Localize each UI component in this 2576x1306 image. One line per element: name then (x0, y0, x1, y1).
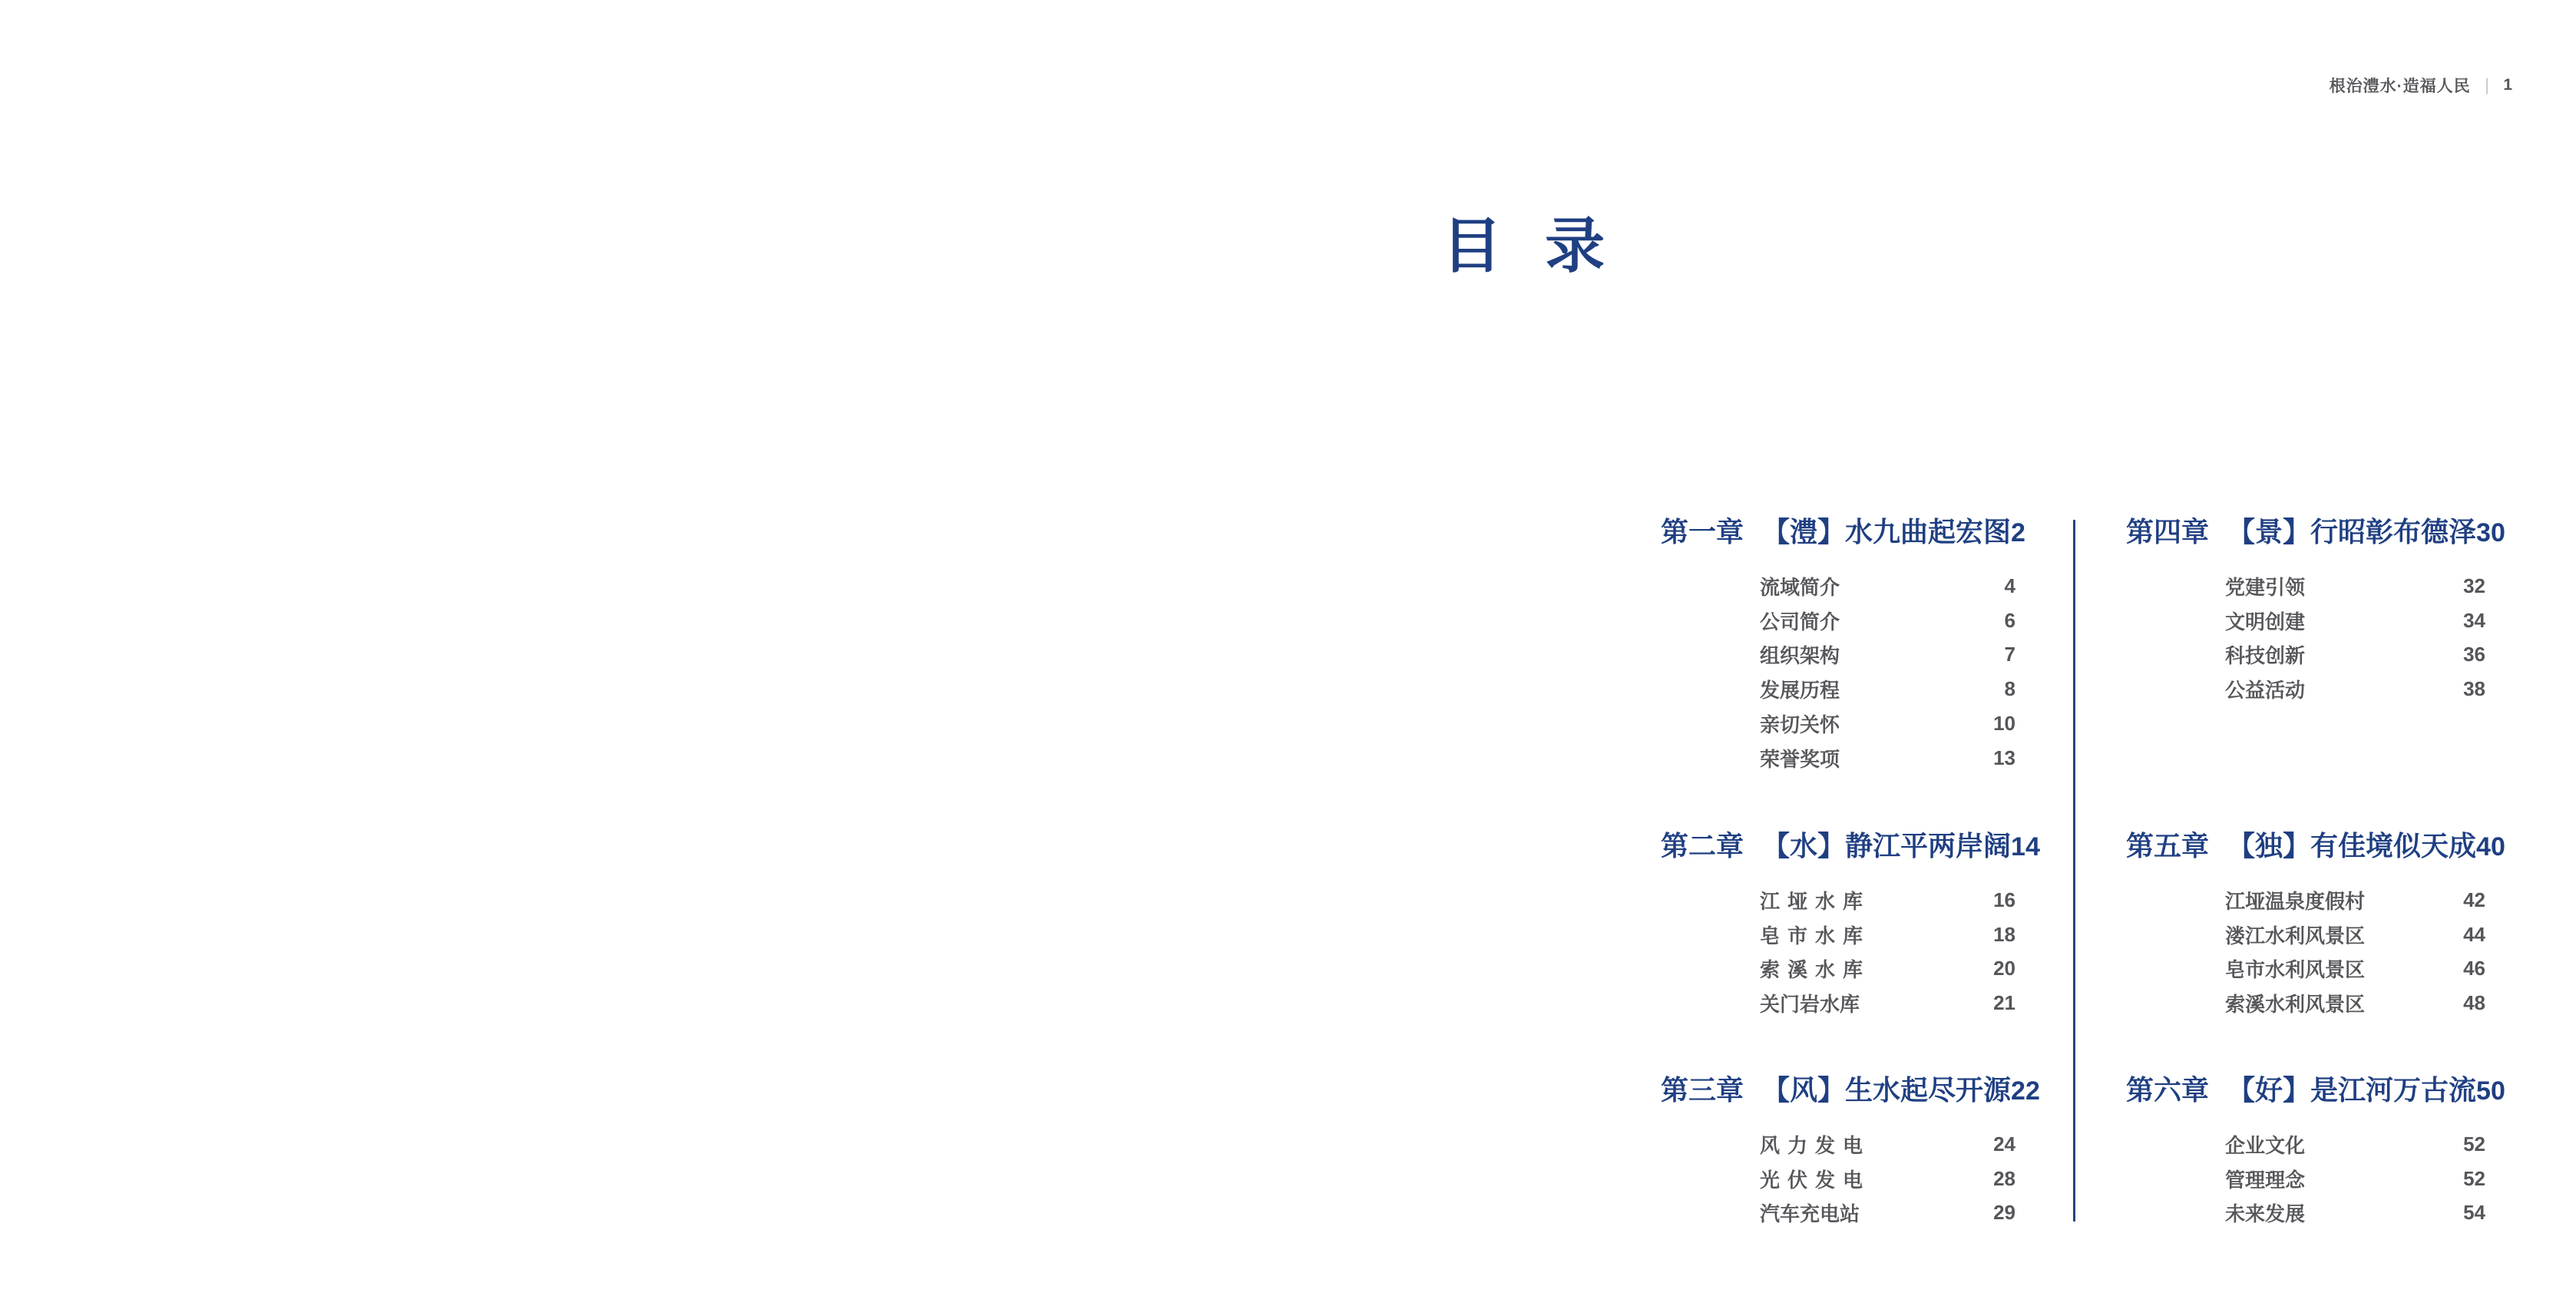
toc-item-label: 未来发展 (2225, 1202, 2306, 1226)
toc-item-label: 流域简介 (1760, 575, 1840, 599)
toc-item (1661, 569, 2015, 603)
toc-item-label: 江垭水库 (1760, 889, 1863, 913)
chapter-label: 第五章 (2126, 830, 2210, 861)
running-header (2330, 74, 2513, 97)
toc-item-page-number: 54 (2463, 1201, 2485, 1225)
chapter-page-number: 22 (2011, 1076, 2040, 1106)
chapter-page-number: 50 (2476, 1076, 2505, 1106)
chapter-title: 【独】有佳境似天成 (2227, 830, 2477, 861)
chapter-label: 第六章 (2126, 1074, 2210, 1106)
toc-item (2126, 952, 2485, 987)
chapter-title: 【水】静江平两岸阔 (1762, 830, 2012, 861)
toc-item (1661, 1127, 2015, 1162)
toc-item (1661, 986, 2015, 1020)
toc-item (1661, 706, 2015, 741)
toc-item-page-number: 6 (2004, 608, 2015, 632)
toc-item-label: 汽车充电站 (1760, 1202, 1860, 1226)
chapter-page-number: 2 (2011, 518, 2025, 547)
toc-item-page-number: 21 (1993, 991, 2015, 1015)
toc-item-label: 光伏发电 (1760, 1168, 1863, 1192)
toc-item (2126, 883, 2485, 918)
toc-right-column (2126, 515, 2505, 1230)
toc-item-label: 科技创新 (2225, 644, 2306, 668)
toc-item (1661, 1162, 2015, 1196)
toc-item-page-number: 46 (2463, 957, 2485, 980)
toc-item (2126, 603, 2485, 638)
toc-item-label: 风力发电 (1760, 1133, 1863, 1157)
toc-item (1661, 603, 2015, 638)
toc-item (2126, 1127, 2485, 1162)
toc-item (1661, 1196, 2015, 1231)
toc-item-label: 关门岩水库 (1760, 993, 1860, 1017)
chapter-title: 【景】行昭彰布德泽 (2227, 516, 2477, 547)
chapter-page-number: 14 (2011, 832, 2040, 861)
chapter-label: 第一章 (1661, 516, 1744, 547)
chapter-block-4 (2126, 515, 2505, 829)
chapter-heading (2126, 1073, 2505, 1108)
chapter-heading (2126, 829, 2505, 864)
toc-item-page-number: 13 (1993, 746, 2015, 769)
chapter-heading (1661, 515, 2025, 550)
toc-item (2126, 1162, 2485, 1196)
chapter-title: 【好】是江河万古流 (2227, 1074, 2477, 1106)
toc-item-label: 溇江水利风景区 (2225, 924, 2366, 947)
toc-left-column (1661, 515, 2040, 1230)
toc-item (2126, 672, 2485, 706)
toc-item (1661, 952, 2015, 987)
toc-item-page-number: 28 (1993, 1166, 2015, 1190)
chapter-heading (1661, 829, 2040, 864)
toc-item-page-number: 38 (2463, 677, 2485, 701)
chapter-block-3 (1661, 1073, 2040, 1230)
toc-item-label: 皂市水利风景区 (2225, 958, 2366, 982)
toc-item (1661, 883, 2015, 918)
toc-item (1661, 672, 2015, 706)
toc-item (2126, 638, 2485, 673)
chapter-page-number: 40 (2476, 832, 2505, 861)
toc-item-label: 公司简介 (1760, 610, 1840, 633)
toc-item-page-number: 4 (2004, 574, 2015, 597)
toc-item-label: 文明创建 (2225, 610, 2306, 633)
page-title: 目录 (1442, 212, 1648, 280)
toc-item (2126, 1196, 2485, 1231)
chapter-heading (1661, 1073, 2040, 1108)
toc-item (2126, 569, 2485, 603)
toc-item-page-number: 7 (2004, 643, 2015, 666)
chapter-block-5 (2126, 829, 2505, 1073)
toc-item (2126, 986, 2485, 1020)
toc-item-page-number: 10 (1993, 712, 2015, 736)
chapter-label: 第四章 (2126, 516, 2210, 547)
toc-item (2126, 918, 2485, 952)
toc-item-label: 皂市水库 (1760, 924, 1863, 947)
toc-item (1661, 918, 2015, 952)
toc-item-page-number: 29 (1993, 1201, 2015, 1225)
toc-item-label: 公益活动 (2225, 679, 2306, 703)
chapter-item-list (2126, 569, 2485, 706)
toc-item-label: 江垭温泉度假村 (2225, 889, 2366, 913)
toc-item-page-number: 52 (2463, 1132, 2485, 1156)
toc-item-page-number: 24 (1993, 1132, 2015, 1156)
toc-item-page-number: 18 (1993, 922, 2015, 946)
chapter-heading (2126, 515, 2505, 550)
toc-item-page-number: 20 (1993, 957, 2015, 980)
chapter-label: 第三章 (1661, 1074, 1744, 1106)
toc-item-label: 亲切关怀 (1760, 713, 1840, 737)
toc-item-label: 发展历程 (1760, 679, 1840, 703)
toc-item-label: 组织架构 (1760, 644, 1840, 668)
toc-item-page-number: 36 (2463, 643, 2485, 666)
chapter-item-list (1661, 883, 2015, 1020)
chapter-page-number: 30 (2476, 518, 2505, 547)
toc-item-page-number: 42 (2463, 888, 2485, 911)
chapter-block-2 (1661, 829, 2040, 1073)
toc-item (1661, 741, 2015, 775)
toc-item-page-number: 32 (2463, 574, 2485, 597)
toc-item (1661, 638, 2015, 673)
chapter-title: 【风】生水起尽开源 (1762, 1074, 2012, 1106)
chapter-item-list (1661, 1127, 2015, 1230)
toc-item-label: 企业文化 (2225, 1133, 2306, 1157)
toc-item-page-number: 44 (2463, 922, 2485, 946)
header-separator: | (2485, 75, 2489, 94)
toc-item-page-number: 48 (2463, 991, 2485, 1015)
chapter-item-list (2126, 883, 2485, 1020)
chapter-title: 【澧】水九曲起宏图 (1762, 516, 2012, 547)
toc-item-page-number: 52 (2463, 1166, 2485, 1190)
chapter-item-list (2126, 1127, 2485, 1230)
toc-item-label: 荣誉奖项 (1760, 747, 1840, 771)
column-divider (2073, 520, 2075, 1222)
chapter-label: 第二章 (1661, 830, 1744, 861)
chapter-block-6 (2126, 1073, 2505, 1230)
chapter-block-1 (1661, 515, 2025, 829)
header-slogan: 根治澧水·造福人民 (2329, 78, 2471, 95)
toc-item-label: 管理理念 (2225, 1168, 2306, 1192)
toc-item-label: 索溪水库 (1760, 958, 1863, 982)
toc-item-label: 党建引领 (2225, 575, 2306, 599)
header-page-number: 1 (2503, 76, 2513, 94)
toc-item-page-number: 34 (2463, 608, 2485, 632)
toc-item-page-number: 16 (1993, 888, 2015, 911)
toc-item-label: 索溪水利风景区 (2225, 993, 2366, 1017)
chapter-item-list (1661, 569, 2015, 775)
toc-item-page-number: 8 (2004, 677, 2015, 701)
